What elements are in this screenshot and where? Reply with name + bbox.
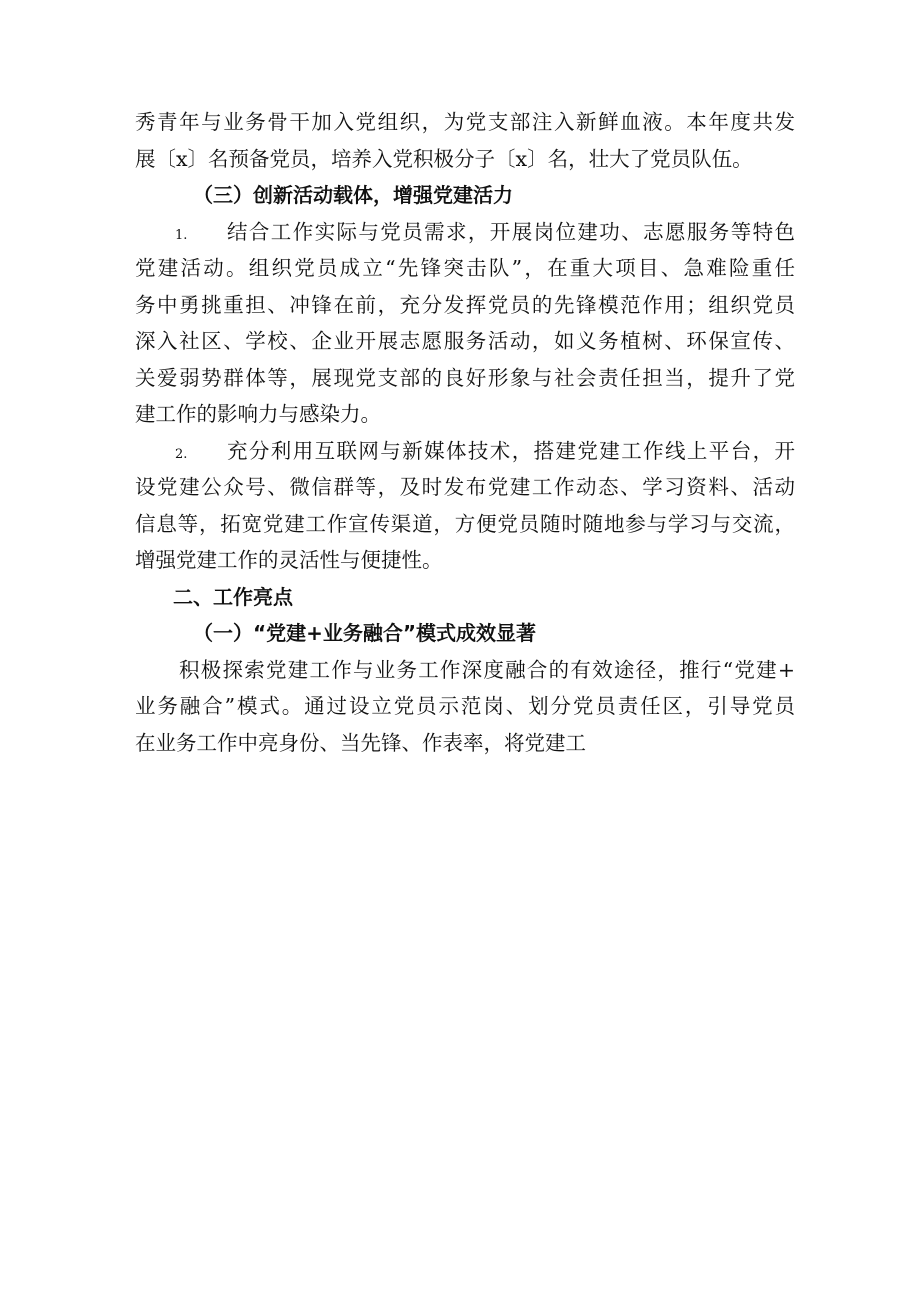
body-text-line: 设党建公众号、微信群等，及时发布党建工作动态、学习资料、活动 [135, 475, 795, 499]
body-text-line: 信息等，拓宽党建工作宣传渠道，方便党员随时随地参与学习与交流， [135, 511, 795, 536]
body-text-line: 党建活动。组织党员成立“先锋突击队”，在重大项目、急难险重任 [135, 256, 795, 280]
body-text-line: 建工作的影响力与感染力。 [135, 402, 381, 426]
list-item-1 [135, 214, 795, 251]
section-heading-2: 二、工作亮点 [173, 584, 293, 609]
subsection-heading-1: （一）“党建+业务融合”模式成效显著 [193, 621, 537, 645]
body-text-line: 增强党建工作的灵活性与便捷性。 [135, 548, 443, 572]
body-text-line: 秀青年与业务骨干加入党组织，为党支部注入新鲜血液。本年度共发 [135, 110, 795, 134]
body-text-line: 积极探索党建工作与业务工作深度融合的有效途径，推行“党建+ [179, 657, 795, 682]
section-heading-3: （三）创新活动载体，增强党建活力 [193, 183, 513, 207]
body-text-line: 务中勇挑重担、冲锋在前，充分发挥党员的先锋模范作用；组织党员 [135, 292, 795, 317]
body-text-line: 展〔x〕名预备党员，培养入党积极分子〔x〕名，壮大了党员队伍。 [135, 146, 753, 171]
list-item-text: 充分利用互联网与新媒体技术，搭建党建工作线上平台，开 [227, 438, 795, 463]
body-text-line: 业务融合”模式。通过设立党员示范岗、划分党员责任区，引导党员 [135, 694, 795, 718]
document-body [135, 104, 795, 761]
list-number: 2. [175, 446, 188, 462]
list-item-2 [135, 433, 795, 470]
list-number: 1. [175, 227, 188, 243]
body-text-line: 在业务工作中亮身份、当先锋、作表率，将党建工 [135, 730, 586, 755]
body-text-line: 关爱弱势群体等，展现党支部的良好形象与社会责任担当，提升了党 [135, 365, 795, 390]
body-text-line: 深入社区、学校、企业开展志愿服务活动，如义务植树、环保宣传、 [135, 329, 795, 353]
list-item-text: 结合工作实际与党员需求，开展岗位建功、志愿服务等特色 [227, 219, 795, 244]
